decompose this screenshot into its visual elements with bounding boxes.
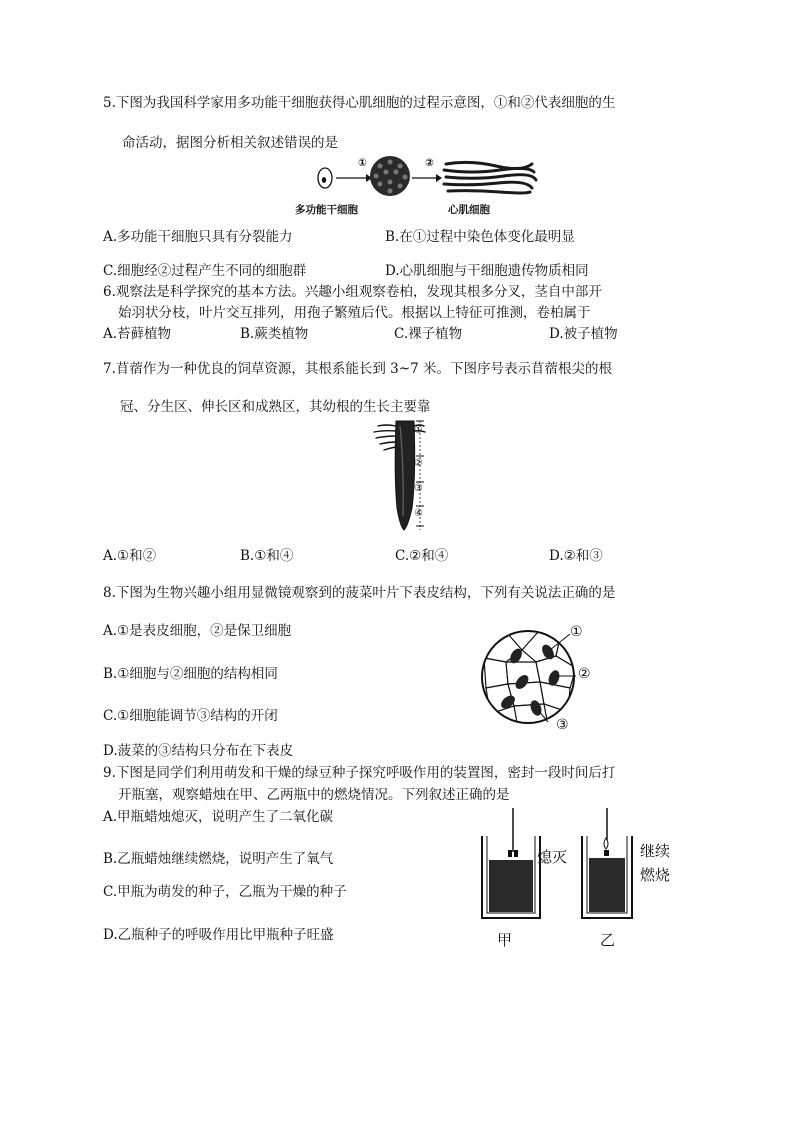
q5-cardiac-cell-label: 心肌细胞 [448, 204, 490, 216]
q5-option-a[interactable]: A.多功能干细胞只具有分裂能力 [103, 229, 293, 245]
q6-option-c[interactable]: C.裸子植物 [394, 326, 463, 342]
q9-stem-line1: 9.下图是同学们利用萌发和干燥的绿豆种子探究呼吸作用的装置图，密封一段时间后打 [103, 765, 616, 781]
q8-option-d[interactable]: D.菠菜的③结构只分布在下表皮 [103, 743, 294, 759]
q9-stem-line2: 开瓶塞，观察蜡烛在甲、乙两瓶中的燃烧情况。下列叙述正确的是 [118, 787, 510, 803]
q5-option-c[interactable]: C.细胞经②过程产生不同的细胞群 [103, 263, 307, 279]
q5-stem-line2: 命活动，据图分析相关叙述错误的是 [122, 135, 338, 151]
q5-stem-cell-label: 多功能干细胞 [295, 204, 358, 216]
q8-label-3: ③ [556, 717, 569, 733]
q5-option-d[interactable]: D.心肌细胞与干细胞遗传物质相同 [385, 263, 589, 279]
q8-label-2: ② [578, 666, 591, 682]
q9-jar2-name: 乙 [600, 931, 616, 949]
q9-jar2-status-2: 燃烧 [640, 866, 671, 884]
arrow-2-head [436, 174, 442, 182]
q6-option-d[interactable]: D.被子植物 [549, 326, 618, 342]
q7-root-tip-figure [368, 416, 438, 536]
jar-yi [582, 808, 632, 918]
q8-label-1: ① [570, 624, 583, 640]
q9-jar2-status-1: 继续 [640, 842, 671, 860]
q7-option-b[interactable]: B.①和④ [240, 548, 294, 564]
cardiac-fibers [444, 162, 536, 193]
q7-option-c[interactable]: C.②和④ [395, 548, 449, 564]
q7-label-4: ④ [414, 508, 423, 519]
q9-option-c[interactable]: C.甲瓶为萌发的种子，乙瓶为干燥的种子 [103, 884, 347, 900]
q7-option-a[interactable]: A.①和② [103, 548, 157, 564]
q7-option-d[interactable]: D.②和③ [549, 548, 603, 564]
q7-stem-line1: 7.苜蓿作为一种优良的饲草资源，其根系能长到 3~7 米。下图序号表示苜蓿根尖的根 [103, 361, 612, 377]
stem-cell-nucleus [322, 177, 326, 183]
jar-jia [482, 808, 540, 918]
q5-option-b[interactable]: B.在①过程中染色体变化最明显 [385, 229, 575, 245]
q6-option-b[interactable]: B.蕨类植物 [240, 326, 309, 342]
q5-step2-label: ② [425, 157, 434, 169]
q9-jar1-status: 熄灭 [537, 848, 568, 866]
q7-stem-line2: 冠、分生区、伸长区和成熟区，其幼根的生长主要靠 [120, 399, 431, 415]
q6-stem-line1: 6.观察法是科学探究的基本方法。兴趣小组观察卷柏，发现其根多分叉，茎自中部开 [103, 284, 602, 300]
q9-jar1-name: 甲 [497, 931, 513, 949]
q8-option-a[interactable]: A.①是表皮细胞，②是保卫细胞 [103, 623, 292, 639]
root-body [395, 421, 414, 530]
q8-stem: 8.下图为生物兴趣小组用显微镜观察到的菠菜叶片下表皮结构，下列有关说法正确的是 [103, 585, 616, 601]
q9-option-a[interactable]: A.甲瓶蜡烛熄灭，说明产生了二氧化碳 [103, 809, 334, 825]
q5-stem-line1: 5.下图为我国科学家用多功能干细胞获得心肌细胞的过程示意图，①和②代表细胞的生 [103, 95, 616, 111]
q9-option-b[interactable]: B.乙瓶蜡烛继续燃烧，说明产生了氧气 [103, 851, 334, 867]
q7-label-2: ② [414, 458, 423, 469]
q6-stem-line2: 始羽状分枝，叶片交互排列，用孢子繁殖后代。根据以上特征可推测，卷柏属于 [118, 305, 591, 321]
q8-option-b[interactable]: B.①细胞与②细胞的结构相同 [103, 666, 278, 682]
q8-option-c[interactable]: C.①细胞能调节③结构的开闭 [103, 708, 278, 724]
q5-step1-label: ① [358, 157, 367, 169]
q7-label-1: ① [414, 425, 423, 436]
q7-label-3: ③ [414, 483, 423, 494]
q6-option-a[interactable]: A.苔藓植物 [103, 326, 172, 342]
q9-option-d[interactable]: D.乙瓶种子的呼吸作用比甲瓶种子旺盛 [103, 927, 334, 943]
